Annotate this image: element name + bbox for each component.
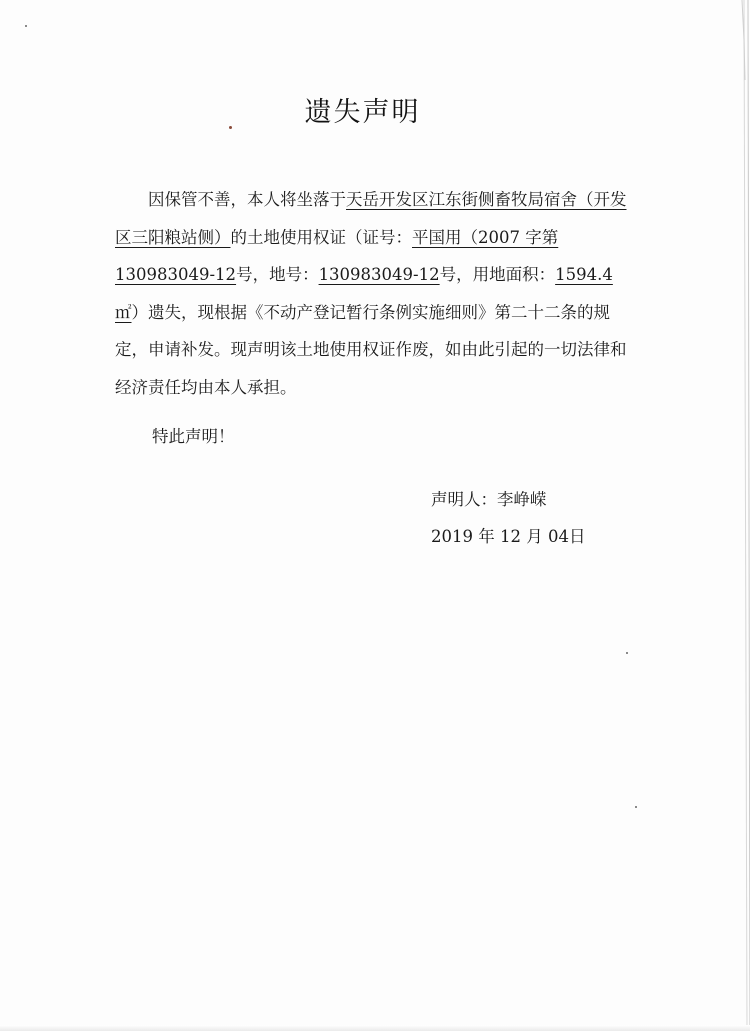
signature-label: 声明人： xyxy=(431,490,497,509)
location-text: 天岳开发区江东街侧畜牧局宿舍（开发区三阳粮站侧） xyxy=(115,190,627,247)
scan-edge-right xyxy=(728,0,750,1031)
scan-speck xyxy=(626,652,628,654)
body-paragraph xyxy=(115,181,640,406)
scan-speck xyxy=(25,25,27,27)
signature-date: 2019 年 12 月 04日 xyxy=(431,527,586,546)
certificate-number: 平国用（2007 字第 130983049-12 xyxy=(115,227,559,284)
after-land-text: 号，用地面积： xyxy=(439,265,556,284)
scan-speck xyxy=(635,806,637,808)
special-statement: 特此声明！ xyxy=(152,427,235,446)
after-location-text: 的土地使用权证（证号： xyxy=(230,227,412,247)
land-area: 1594.4 ㎡ xyxy=(115,265,613,322)
signature-line xyxy=(431,486,547,510)
document-title: 遗失声明 xyxy=(304,97,421,128)
closing-text: ）遗失，现根据《不动产登记暂行条例实施细则》第二十二条的规定，申请补发。现声明该土地使用权证作废，如由此引起的一切法律和经济责任均由本人承担。 xyxy=(115,302,627,397)
signatory-name: 李峥嵘 xyxy=(497,490,547,509)
scan-speck xyxy=(229,126,232,129)
land-number: 130983049-12 xyxy=(318,265,440,284)
scan-edge-bottom xyxy=(0,1025,750,1031)
intro-text: 因保管不善，本人将坐落于 xyxy=(148,190,346,209)
after-certificate-text: 号，地号： xyxy=(236,265,319,284)
